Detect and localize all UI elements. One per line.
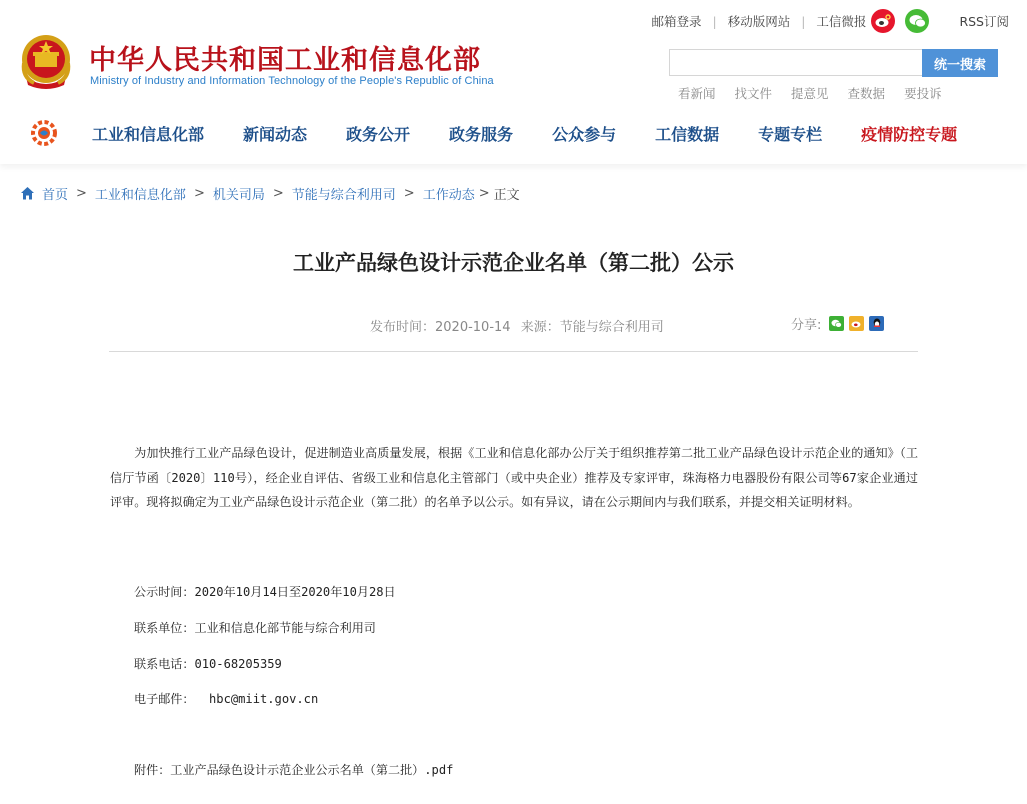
breadcrumb-current: 正文 (493, 188, 520, 203)
weibo-icon[interactable] (871, 9, 895, 33)
mobile-site-link[interactable]: 移动版网站 (727, 14, 791, 29)
breadcrumb-home[interactable]: 首页 (42, 188, 69, 203)
nav-item-special-topics[interactable]: 专题专栏 (758, 124, 823, 144)
share-wechat-icon[interactable] (829, 316, 844, 331)
site-header (0, 0, 1027, 164)
breadcrumb-separator: > (478, 186, 490, 201)
quicklink-documents[interactable]: 找文件 (734, 86, 773, 101)
quicklink-data[interactable]: 查数据 (847, 86, 886, 101)
home-icon (20, 186, 35, 201)
contact-email: 电子邮件： hbc@miit.gov.cn (134, 692, 319, 706)
mail-login-link[interactable]: 邮箱登录 (651, 14, 702, 29)
quicklink-complaints[interactable]: 要投诉 (904, 86, 942, 101)
site-title: 中华人民共和国工业和信息化部 (89, 45, 481, 76)
article-meta (370, 316, 664, 335)
title-divider (109, 351, 918, 352)
weibao-link[interactable]: 工信微报 (816, 14, 867, 29)
top-links (651, 8, 1009, 34)
article-source: 来源：节能与综合利用司 (520, 320, 664, 335)
contact-phone: 联系电话：010-68205359 (134, 657, 282, 671)
miit-logo-icon[interactable] (30, 119, 58, 147)
breadcrumb (20, 184, 520, 203)
separator: | (712, 13, 717, 29)
share-label: 分享: (791, 318, 822, 333)
unified-search-button[interactable]: 统一搜索 (922, 49, 998, 77)
attachment-link[interactable]: 附件：工业产品绿色设计示范企业公示名单（第二批）.pdf (134, 763, 454, 777)
site-subtitle: Ministry of Industry and Information Technology of the People's Republic of China (90, 75, 494, 87)
breadcrumb-departments[interactable]: 机关司局 (212, 188, 265, 203)
search-input[interactable] (669, 49, 922, 76)
quick-links (678, 84, 942, 102)
main-nav (30, 116, 957, 150)
article-title: 工业产品绿色设计示范企业名单（第二批）公示 (293, 251, 734, 275)
contact-unit: 联系单位：工业和信息化部节能与综合利用司 (134, 621, 376, 635)
wechat-icon[interactable] (905, 9, 929, 33)
share-bar (791, 314, 884, 333)
rss-link[interactable]: RSS订阅 (959, 14, 1009, 29)
quicklink-suggestions[interactable]: 提意见 (791, 86, 829, 101)
breadcrumb-separator: > (193, 186, 205, 201)
quicklink-news[interactable]: 看新闻 (678, 86, 716, 101)
breadcrumb-separator: > (76, 186, 87, 201)
nav-item-public-participation[interactable]: 公众参与 (552, 124, 617, 144)
breadcrumb-work-news[interactable]: 工作动态 (422, 188, 475, 203)
breadcrumb-energy-dept[interactable]: 节能与综合利用司 (291, 188, 396, 203)
separator: | (801, 13, 806, 29)
national-emblem-icon (18, 33, 74, 91)
publish-time: 发布时间：2020-10-14 (370, 320, 511, 335)
article-paragraph: 为加快推行工业产品绿色设计，促进制造业高质量发展，根据《工业和信息化部办公厅关于组织推荐第二批工业产品绿色设计示范企业的通知》（工信厅节函〔2020〕110号），经企业自评估、省级工业和信息化主管部门（或中央企业）推荐及专家评审，珠海格力电器股份有限公司等67家企业通过评审。现将拟确定为工业产品绿色设计示范企业（第二批）的名单予以公示。如有异议，请在公示期间内与我们联系，并提交相关证明材料。 (110, 446, 918, 509)
nav-item-news[interactable]: 新闻动态 (243, 124, 308, 144)
notice-period: 公示时间：2020年10月14日至2020年10月28日 (134, 585, 396, 599)
breadcrumb-ministry[interactable]: 工业和信息化部 (94, 188, 186, 203)
nav-item-gov-affairs[interactable]: 政务公开 (346, 124, 411, 144)
nav-item-data[interactable]: 工信数据 (655, 124, 720, 144)
breadcrumb-separator: > (403, 186, 415, 201)
nav-item-gov-services[interactable]: 政务服务 (449, 124, 514, 144)
breadcrumb-separator: > (272, 186, 284, 201)
nav-item-ministry[interactable]: 工业和信息化部 (92, 124, 205, 144)
share-weibo-icon[interactable] (849, 316, 864, 331)
share-qq-icon[interactable] (869, 316, 884, 331)
nav-item-epidemic[interactable]: 疫情防控专题 (861, 124, 958, 144)
